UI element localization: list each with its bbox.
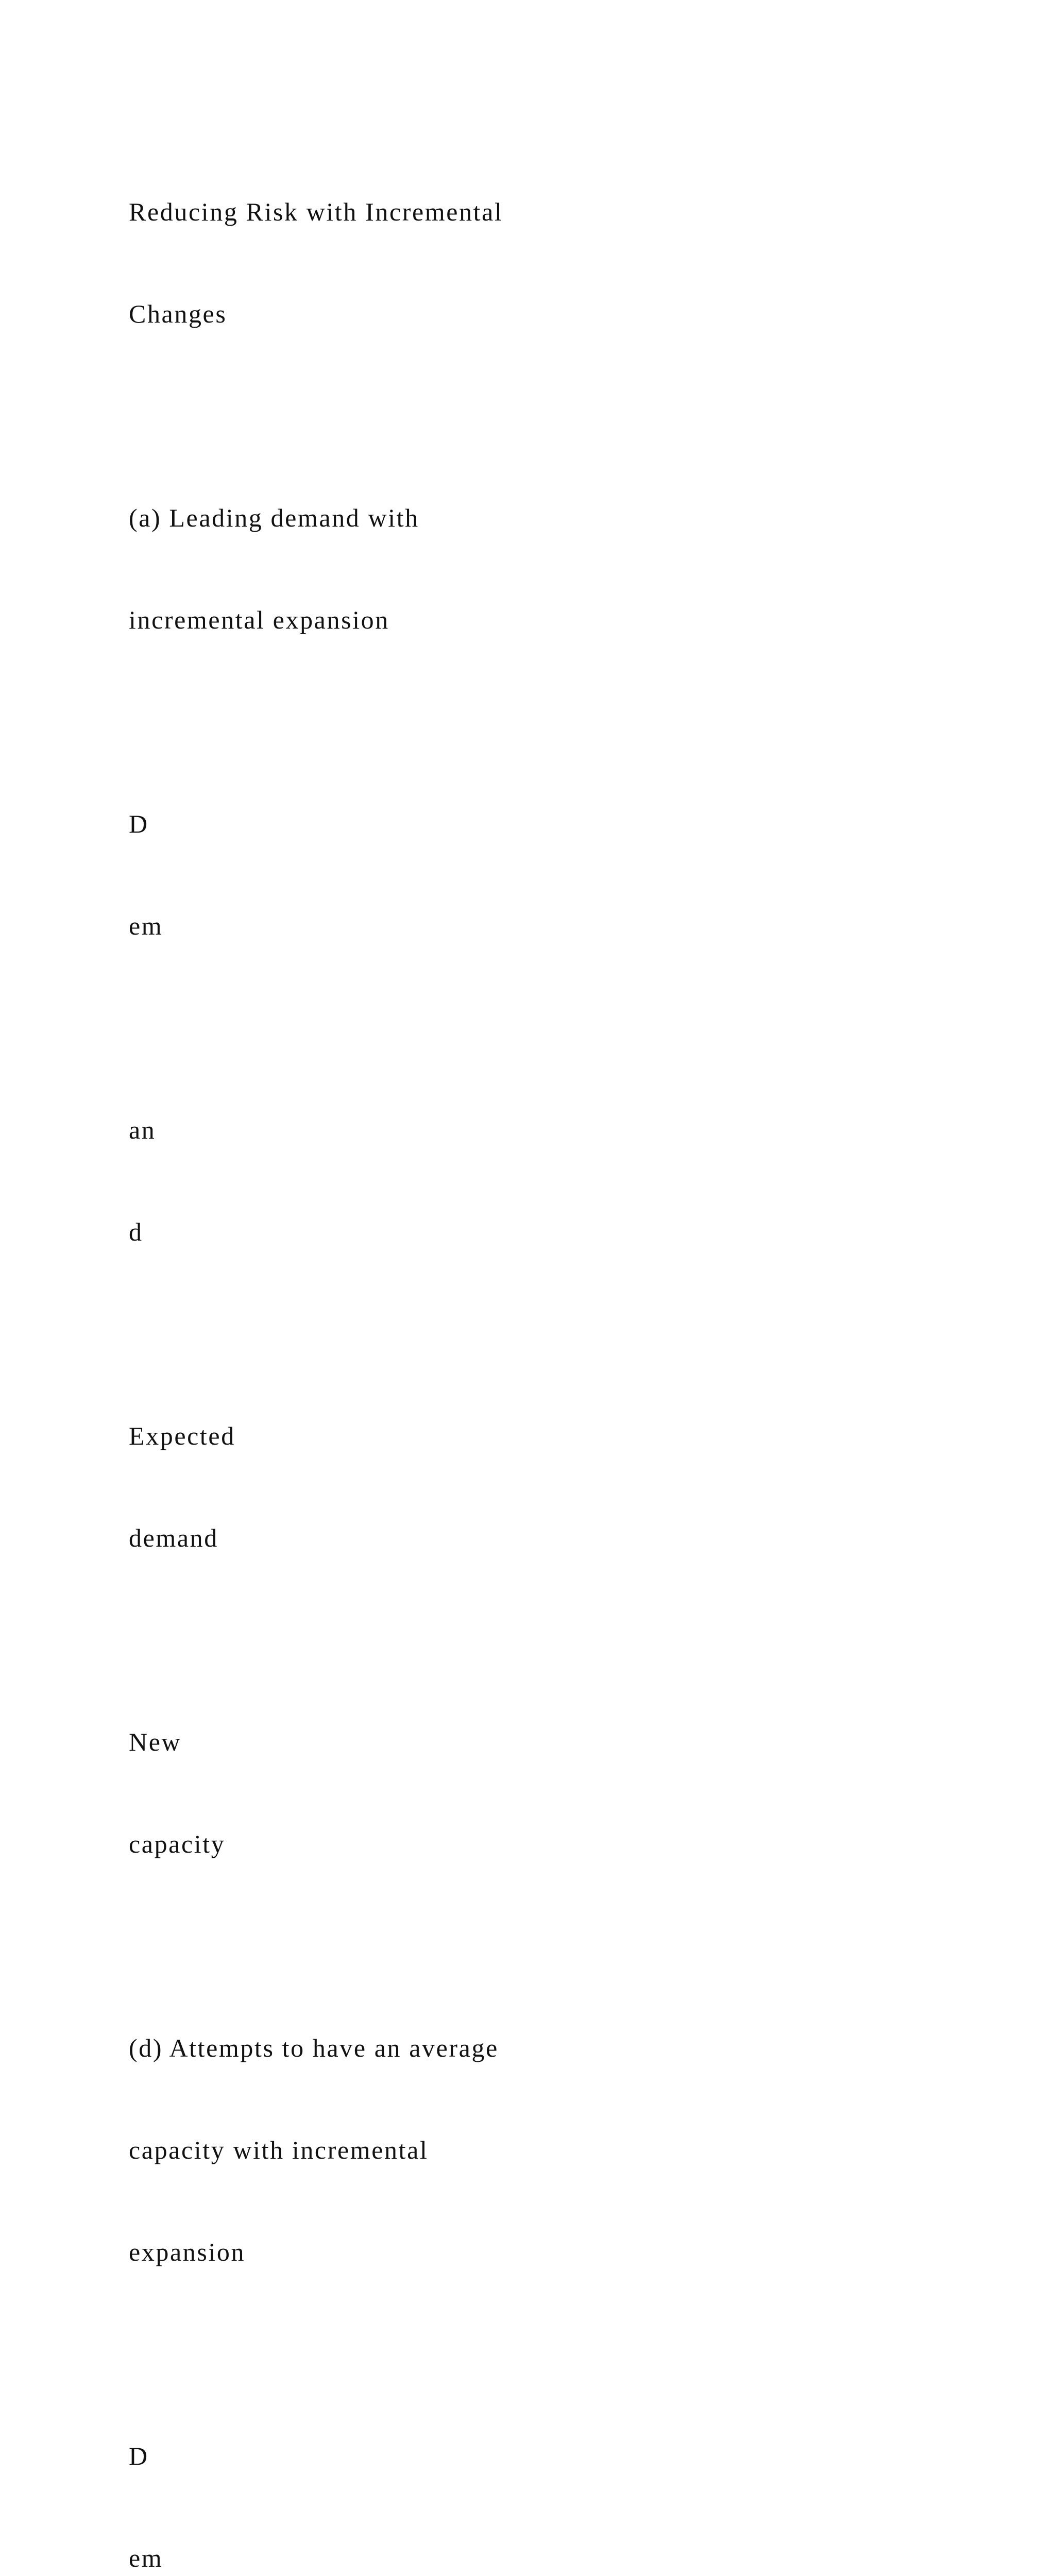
text-line: (d) Attempts to have an average: [129, 2033, 499, 2062]
text-line: D: [129, 809, 149, 838]
text-line: capacity: [129, 1829, 226, 1858]
text-line: an: [129, 1115, 156, 1144]
text-line: capacity with incremental: [129, 2136, 429, 2164]
text-line: d: [129, 1217, 143, 1246]
text-line: expansion: [129, 2238, 246, 2266]
text-line: Changes: [129, 299, 227, 328]
text-line: (a) Leading demand with: [129, 503, 419, 532]
axis-label-fragment: [129, 1045, 901, 1317]
document-body: [129, 127, 901, 2576]
text-line: Expected: [129, 1421, 235, 1450]
axis-label-fragment: [129, 739, 901, 1011]
text-line: Reducing Risk with Incremental: [129, 197, 503, 226]
text-line: D: [129, 2442, 149, 2470]
text-line: em: [129, 2544, 163, 2572]
text-line: New: [129, 1727, 182, 1756]
axis-label-fragment: [129, 2371, 901, 2576]
caption-d: [129, 1963, 901, 2337]
label-new-capacity: [129, 1657, 901, 1929]
text-line: incremental expansion: [129, 605, 389, 634]
caption-a: [129, 433, 901, 705]
document-title: [129, 127, 901, 399]
text-line: demand: [129, 1523, 218, 1552]
label-expected-demand: [129, 1351, 901, 1623]
text-line: em: [129, 911, 163, 940]
